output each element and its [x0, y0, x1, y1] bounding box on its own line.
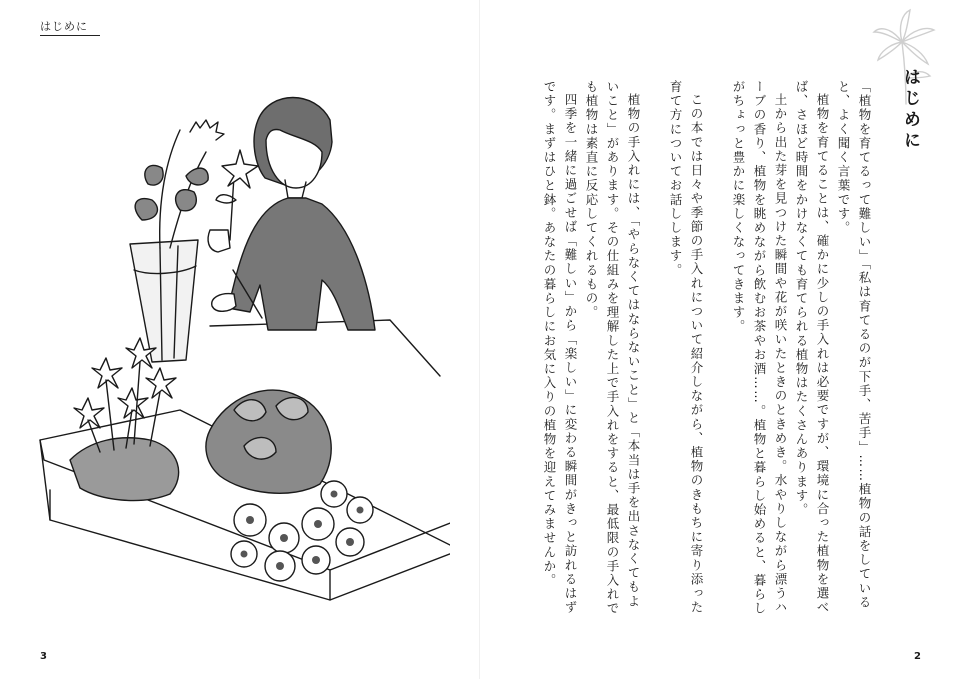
paragraph: 「植物を育てるって難しい」「私は育てるのが下手、苦手」……植物の話をしていると、よく聞く言葉です。 — [836, 80, 872, 610]
paragraph: この本では日々や季節の手入れについて紹介しながら、植物のきもちに寄り添った育て方についてお話しします。 — [668, 80, 704, 615]
paragraph: 植物の手入れには、「やらなくてはならないこと」と「本当は手を出さなくてもよいこと」があります。その仕組みを理解した上で手入れをすると、最低限の手入れでも植物は素直に反応してくれるもの。 — [584, 80, 641, 616]
paragraph: 植物を育てることは、確かに少しの手入れは必要ですが、環境に合った植物を選べば、さほど時間をかけなくても育てられる植物はたくさんあります。 — [794, 80, 830, 615]
right-page — [480, 0, 959, 679]
woman-arranging-flowers-illustration — [30, 80, 450, 620]
left-page — [0, 0, 479, 679]
body-text — [520, 80, 875, 620]
running-head-rule — [40, 35, 100, 36]
paragraph: 四季を一緒に過ごせば「難しい」から「楽しい」に変わる瞬間がきっと訪れるはずです。まずはひと鉢。あなたの暮らしにお気に入りの植物を迎えてみませんか。 — [542, 80, 578, 615]
page-number: 3 — [40, 651, 47, 662]
chapter-title: はじめに — [900, 68, 920, 152]
paragraph: 土から出た芽を見つけた瞬間や花が咲いたときのときめき。水やりしながら漂うハーブの香り、植物を眺めながら飲むお茶やお酒……。植物と暮らし始めると、暮らしがちょっと豊かに楽しくなってきます。 — [731, 80, 788, 616]
running-head: はじめに — [40, 20, 88, 33]
page-number: 2 — [914, 651, 921, 662]
